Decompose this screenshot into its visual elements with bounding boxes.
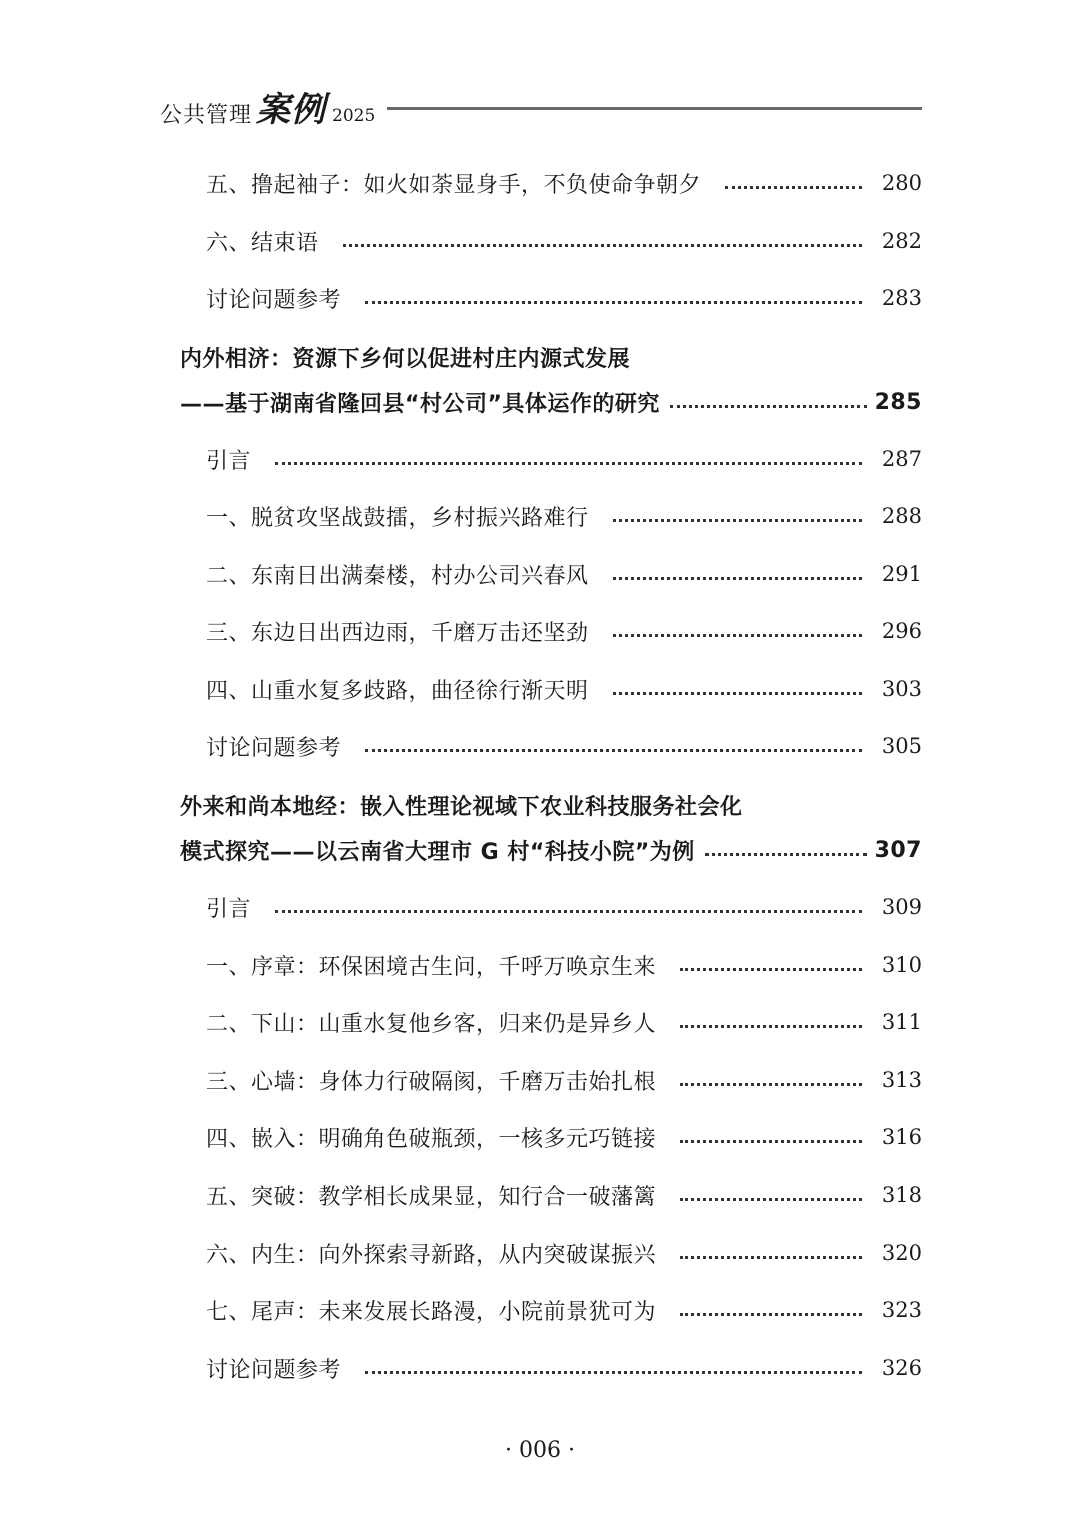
case-subtitle-line[interactable] — [180, 379, 922, 425]
dot-leader — [365, 749, 862, 752]
toc-entry[interactable] — [206, 552, 922, 596]
running-header — [160, 84, 922, 130]
toc-entry[interactable] — [206, 276, 922, 320]
toc-entry[interactable] — [206, 494, 922, 538]
dot-leader — [365, 1371, 862, 1374]
page-number: · 006 · — [505, 1438, 575, 1463]
dot-leader — [680, 1313, 862, 1316]
toc-entry-page: 291 — [881, 562, 922, 586]
dot-leader — [680, 968, 862, 971]
toc-entry-page: 323 — [881, 1298, 922, 1322]
case-title-line[interactable] — [180, 782, 922, 828]
toc-entry-page: 282 — [881, 229, 922, 253]
toc-entry[interactable] — [206, 1058, 922, 1102]
dot-leader — [613, 634, 862, 637]
dot-leader — [725, 186, 862, 189]
toc-entry[interactable] — [206, 1288, 922, 1332]
toc-entry-page: 310 — [881, 953, 922, 977]
dot-leader — [680, 1140, 862, 1143]
toc-entry[interactable] — [206, 1000, 922, 1044]
toc-entry[interactable] — [206, 609, 922, 653]
header-year: 2025 — [332, 106, 376, 126]
toc-entry[interactable] — [206, 1173, 922, 1217]
dot-leader — [680, 1083, 862, 1086]
toc-entry-label: 一、序章：环保困境古生问，千呼万唤京生来 — [206, 954, 657, 980]
toc-entry-label: 三、心墙：身体力行破隔阂，千磨万击始扎根 — [206, 1069, 657, 1095]
dot-leader — [343, 244, 862, 247]
toc-entry-label: 五、撸起袖子：如火如荼显身手，不负使命争朝夕 — [206, 172, 702, 198]
toc-entry-label: 讨论问题参考 — [206, 735, 342, 761]
dot-leader — [680, 1025, 862, 1028]
header-title: 公共管理 — [160, 103, 253, 128]
toc-entry-label: 讨论问题参考 — [206, 287, 342, 313]
dot-leader — [365, 301, 862, 304]
dot-leader — [680, 1198, 862, 1201]
toc-entry-label: 引言 — [206, 448, 252, 474]
toc-entry-label: 六、内生：向外探索寻新路，从内突破谋振兴 — [206, 1242, 657, 1268]
dot-leader — [613, 519, 862, 522]
toc-entry-page: 326 — [881, 1356, 922, 1380]
toc-entry[interactable] — [206, 437, 922, 481]
dot-leader — [670, 405, 867, 408]
toc-entry-label: 三、东边日出西边雨，千磨万击还坚劲 — [206, 620, 589, 646]
case-subtitle: ——基于湖南省隆回县“村公司”具体运作的研究 — [180, 391, 660, 417]
toc-entry[interactable] — [206, 885, 922, 929]
toc-entry-page: 313 — [881, 1068, 922, 1092]
dot-leader — [275, 462, 862, 465]
toc-entry-page: 280 — [881, 171, 922, 195]
toc-entry-page: 283 — [881, 286, 922, 310]
toc-entry-page: 288 — [881, 504, 922, 528]
toc-entry-page: 287 — [881, 447, 922, 471]
toc-entry[interactable] — [206, 724, 922, 768]
toc-entry[interactable] — [206, 667, 922, 711]
toc-entry-label: 一、脱贫攻坚战鼓擂，乡村振兴路难行 — [206, 505, 589, 531]
case-title: 外来和尚本地经：嵌入性理论视域下农业科技服务社会化 — [180, 794, 743, 820]
toc-entry-label: 四、山重水复多歧路，曲径徐行渐天明 — [206, 678, 589, 704]
toc-entry[interactable] — [206, 943, 922, 987]
header-rule — [387, 107, 922, 110]
toc-entry-label: 引言 — [206, 896, 252, 922]
toc-entry[interactable] — [206, 161, 922, 205]
toc-entry-page: 296 — [881, 619, 922, 643]
case-subtitle: 模式探究——以云南省大理市 G 村“科技小院”为例 — [180, 839, 695, 865]
dot-leader — [613, 577, 862, 580]
toc-entry-label: 四、嵌入：明确角色破瓶颈，一核多元巧链接 — [206, 1126, 657, 1152]
toc-entry-page: 303 — [881, 677, 922, 701]
toc-entry-label: 七、尾声：未来发展长路漫，小院前景犹可为 — [206, 1299, 657, 1325]
toc-entry[interactable] — [206, 1346, 922, 1390]
dot-leader — [680, 1256, 862, 1259]
toc-entry-label: 讨论问题参考 — [206, 1357, 342, 1383]
dot-leader — [613, 692, 862, 695]
toc-entry-label: 六、结束语 — [206, 230, 319, 256]
dot-leader — [275, 910, 862, 913]
toc-entry-label: 二、东南日出满秦楼，村办公司兴春风 — [206, 563, 589, 589]
toc-entry-page: 305 — [881, 734, 922, 758]
toc-entry-page: 309 — [881, 895, 922, 919]
toc-entry-page: 320 — [881, 1241, 922, 1265]
header-brand-calligraphy: 案例 — [256, 90, 327, 130]
dot-leader — [705, 853, 867, 856]
toc-entry[interactable] — [206, 1115, 922, 1159]
case-subtitle-line[interactable] — [180, 827, 922, 873]
case-page: 307 — [874, 837, 922, 863]
case-page: 285 — [874, 389, 922, 415]
toc-entry-page: 316 — [881, 1125, 922, 1149]
toc-entry-page: 318 — [881, 1183, 922, 1207]
case-title: 内外相济：资源下乡何以促进村庄内源式发展 — [180, 346, 631, 372]
toc-entry-label: 五、突破：教学相长成果显，知行合一破藩篱 — [206, 1184, 657, 1210]
toc-entry-label: 二、下山：山重水复他乡客，归来仍是异乡人 — [206, 1011, 657, 1037]
toc-entry[interactable] — [206, 1231, 922, 1275]
case-title-line[interactable] — [180, 334, 922, 380]
toc-entry[interactable] — [206, 219, 922, 263]
toc-entry-page: 311 — [881, 1010, 922, 1034]
